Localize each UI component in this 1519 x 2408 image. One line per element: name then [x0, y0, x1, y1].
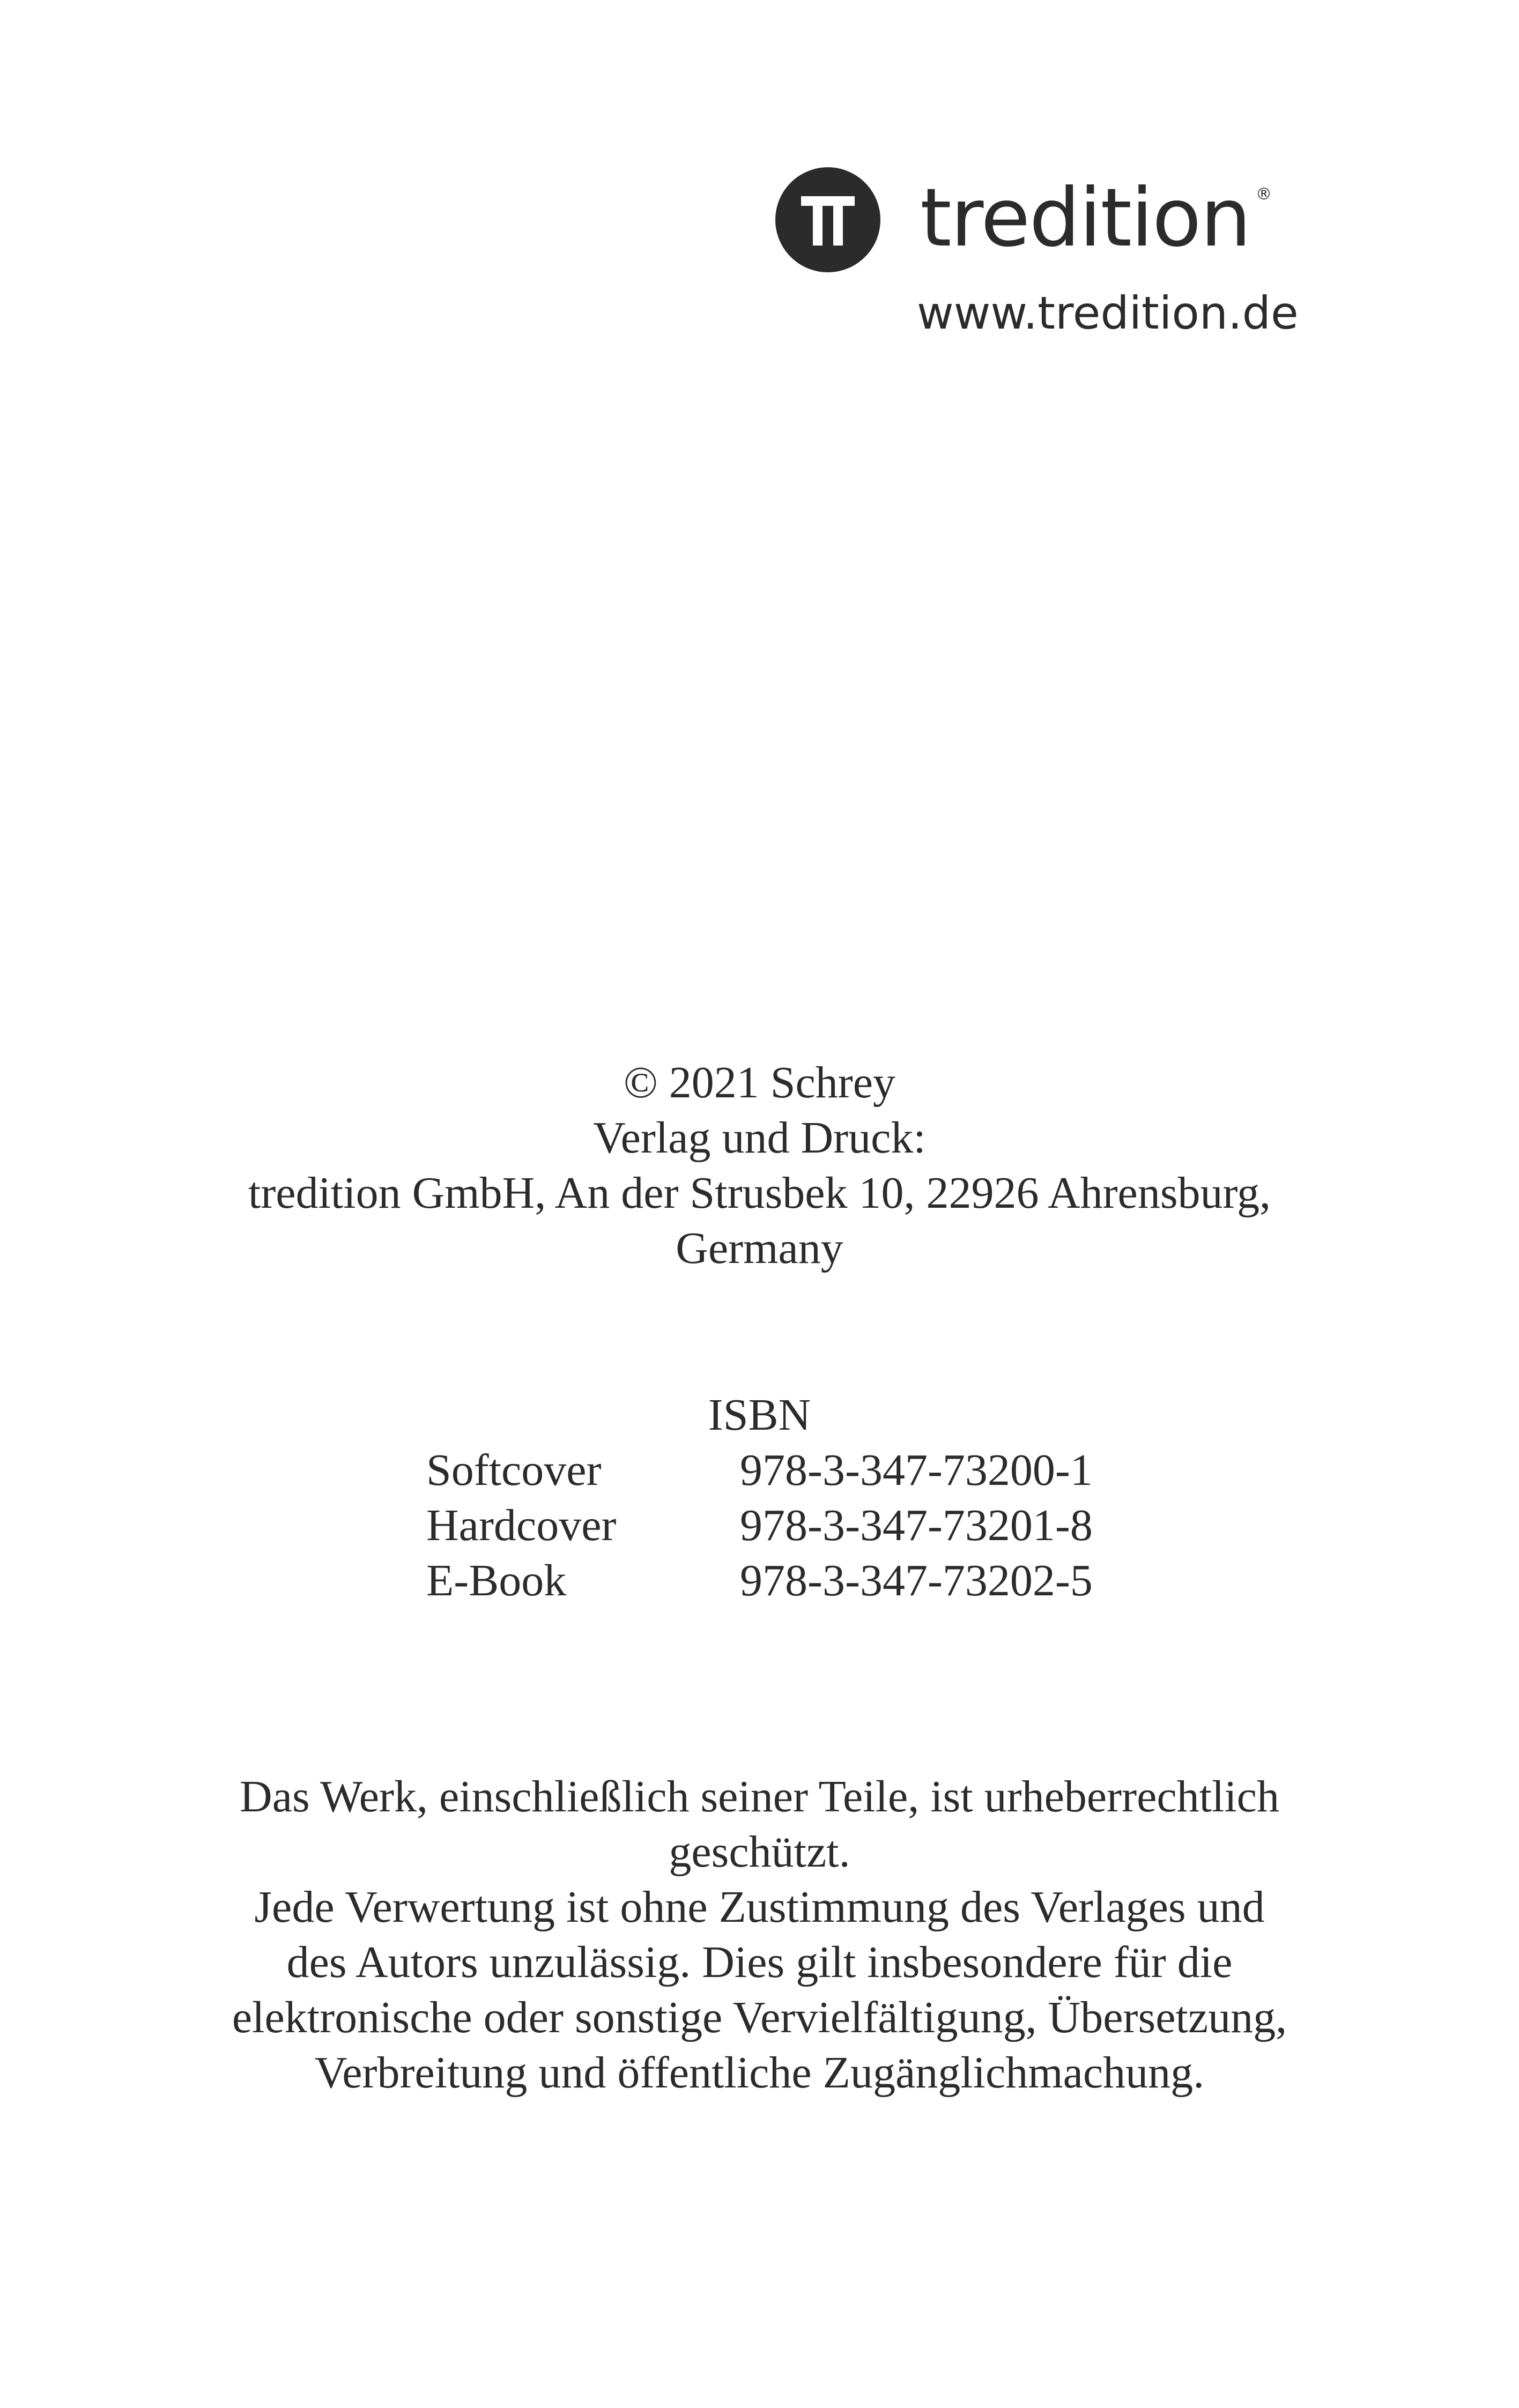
legal-line: elektronische oder sonstige Vervielfältigung, Übersetzung,	[232, 1993, 1287, 2042]
isbn-format: Hardcover	[426, 1500, 617, 1550]
logo-wordmark: tredition	[920, 172, 1250, 265]
isbn-row	[426, 1553, 1093, 1608]
publisher-url: www.tredition.de	[917, 287, 1299, 339]
publisher-logo	[775, 167, 1299, 350]
isbn-number: 978-3-347-73202-5	[740, 1556, 1093, 1606]
tredition-logo-icon	[775, 167, 880, 272]
legal-line: Jede Verwertung ist ohne Zustimmung des Verlages und	[254, 1882, 1265, 1932]
isbn-table	[426, 1443, 1093, 1608]
legal-line: des Autors unzulässig. Dies gilt insbesondere für die	[286, 1937, 1233, 1987]
isbn-row	[426, 1443, 1093, 1498]
legal-notice	[0, 1769, 1519, 2100]
legal-line: Verbreitung und öffentliche Zugänglichmachung.	[314, 2048, 1205, 2098]
isbn-title: ISBN	[708, 1390, 811, 1440]
publisher-address: tredition GmbH, An der Strusbek 10, 22926 Ahrensburg,	[248, 1168, 1271, 1218]
isbn-row	[426, 1498, 1093, 1553]
isbn-number: 978-3-347-73201-8	[740, 1500, 1093, 1550]
publisher-country: Germany	[676, 1223, 843, 1273]
imprint-block	[0, 1055, 1519, 1276]
legal-line: Das Werk, einschließlich seiner Teile, ist urheberrechtlich	[240, 1772, 1279, 1822]
legal-line: geschützt.	[669, 1827, 850, 1877]
isbn-format: Softcover	[426, 1445, 602, 1495]
publisher-heading: Verlag und Druck:	[593, 1113, 926, 1163]
isbn-number: 978-3-347-73200-1	[740, 1445, 1093, 1495]
isbn-format: E-Book	[426, 1556, 567, 1606]
registered-mark: ®	[1256, 185, 1272, 204]
copyright-line: © 2021 Schrey	[623, 1058, 896, 1108]
